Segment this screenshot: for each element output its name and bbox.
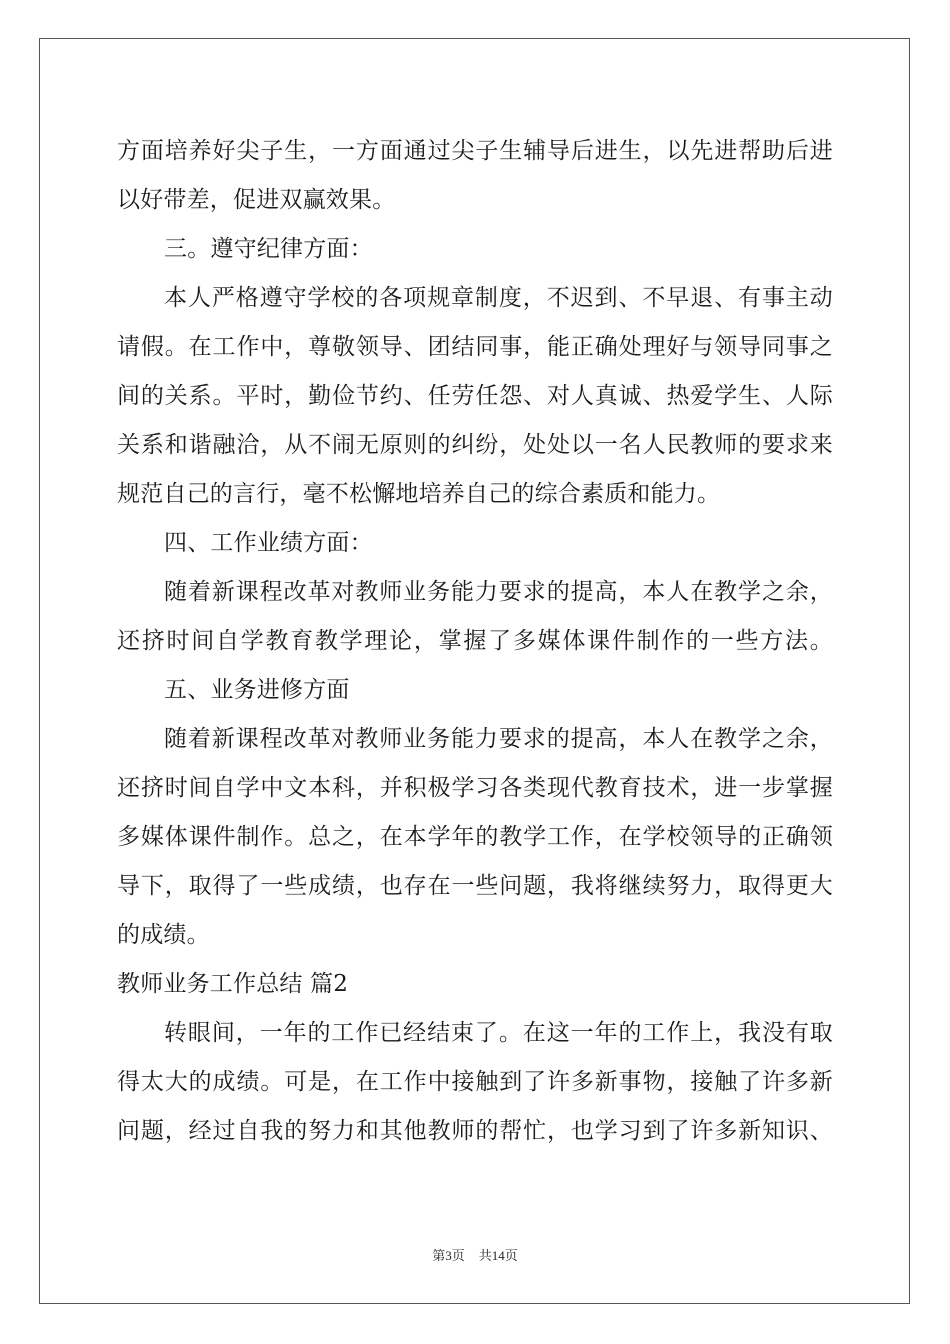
text-line: 随着新课程改革对教师业务能力要求的提高，本人在教学之余， bbox=[164, 726, 833, 752]
text-line: 得太大的成绩。可是，在工作中接触到了许多新事物，接触了许多新 bbox=[117, 1069, 833, 1095]
text-line: 多媒体课件制作。总之，在本学年的教学工作，在学校领导的正确领 bbox=[117, 824, 833, 850]
text-line: 五、业务进修方面 bbox=[164, 677, 350, 703]
text-line: 关系和谐融洽，从不闹无原则的纠纷，处处以一名人民教师的要求来 bbox=[117, 432, 833, 458]
text-line: 本人严格遵守学校的各项规章制度，不迟到、不早退、有事主动 bbox=[164, 285, 833, 311]
text-line: 四、工作业绩方面： bbox=[164, 530, 373, 556]
text-line: 转眼间，一年的工作已经结束了。在这一年的工作上，我没有取 bbox=[164, 1020, 833, 1046]
page-total: 共14页 bbox=[478, 1248, 518, 1263]
text-line: 导下，取得了一些成绩，也存在一些问题，我将继续努力，取得更大 bbox=[117, 873, 833, 899]
text-line: 方面培养好尖子生，一方面通过尖子生辅导后进生，以先进帮助后进 bbox=[117, 138, 833, 164]
text-line: 问题，经过自我的努力和其他教师的帮忙，也学习到了许多新知识、 bbox=[117, 1118, 833, 1144]
text-line: 还挤时间自学中文本科，并积极学习各类现代教育技术，进一步掌握 bbox=[117, 775, 833, 801]
text-line: 三。遵守纪律方面： bbox=[164, 236, 373, 262]
text-line: 教师业务工作总结 篇2 bbox=[117, 971, 349, 997]
text-line: 随着新课程改革对教师业务能力要求的提高，本人在教学之余， bbox=[164, 579, 833, 605]
text-line: 请假。在工作中，尊敬领导、团结同事，能正确处理好与领导同事之 bbox=[117, 334, 833, 360]
text-line: 规范自己的言行，毫不松懈地培养自己的综合素质和能力。 bbox=[117, 481, 721, 507]
text-line: 以好带差，促进双赢效果。 bbox=[117, 187, 396, 213]
page-number: 第3页 bbox=[432, 1248, 465, 1263]
text-line: 的成绩。 bbox=[117, 922, 210, 948]
page-footer bbox=[0, 1246, 950, 1266]
text-line: 还挤时间自学教育教学理论，掌握了多媒体课件制作的一些方法。 bbox=[117, 628, 833, 654]
text-line: 间的关系。平时，勤俭节约、任劳任怨、对人真诚、热爱学生、人际 bbox=[117, 383, 833, 409]
